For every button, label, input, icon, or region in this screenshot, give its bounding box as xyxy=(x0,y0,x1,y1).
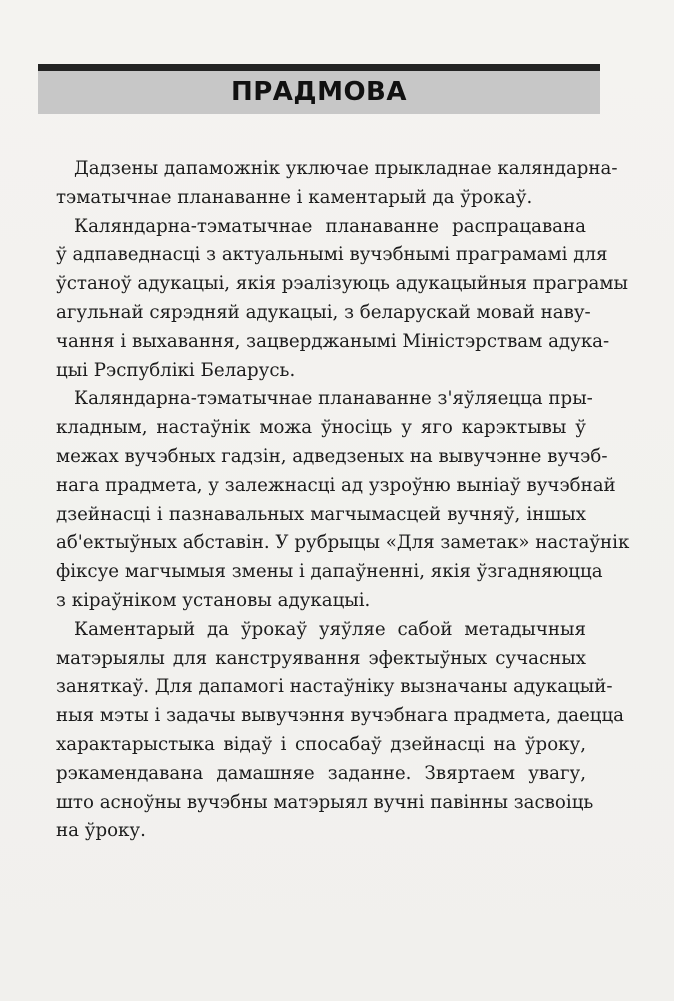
text-line: з кіраўніком установы адукацыі. xyxy=(56,589,371,611)
text-line: рэкамендавана дамашняе заданне. Звяртаем увагу, xyxy=(56,762,586,784)
paragraph-4 xyxy=(56,616,624,846)
paragraph-2 xyxy=(56,213,628,386)
text-line: нага прадмета, у залежнасці ад узроўню выніаў вучэбнай xyxy=(56,474,616,496)
text-line: кладным, настаўнік можа ўносіць у яго карэктывы ў xyxy=(56,417,586,439)
text-line: фіксуе магчымыя змены і дапаўненні, якія ўзгадняюцца xyxy=(56,561,603,583)
text-line: заняткаў. Для дапамогі настаўніку вызначаны адукацый- xyxy=(56,676,613,698)
text-line: матэрыялы для канструявання эфектыўных сучасных xyxy=(56,647,586,669)
text-line: чання і выхавання, зацверджанымі Міністэрствам адука- xyxy=(56,330,610,352)
paragraph-3 xyxy=(56,385,630,615)
title-banner xyxy=(38,64,600,114)
text-line: Каляндарна-тэматычнае планаванне з'яўляецца пры- xyxy=(74,388,593,410)
text-line: ўстаноў адукацыі, якія рэалізуюць адукацыйныя праграмы xyxy=(56,273,628,295)
text-line: агульнай сярэдняй адукацыі, з беларускай мовай наву- xyxy=(56,301,591,323)
text-line: Дадзены дапаможнік уключае прыкладнае каляндарна- xyxy=(74,158,618,179)
text-line: што асноўны вучэбны матэрыял вучні павінны засвоіць xyxy=(56,791,594,813)
text-line: дзейнасці і пазнавальных магчымасцей вучняў, іншых xyxy=(56,503,586,525)
text-line: тэматычнае планаванне і каментарый да ўрокаў. xyxy=(56,186,533,208)
body-text xyxy=(56,155,630,846)
text-line: Каментарый да ўрокаў уяўляе сабой метадычныя xyxy=(74,618,586,640)
text-line: характарыстыка відаў і спосабаў дзейнасці на ўроку, xyxy=(56,733,586,755)
text-line: межах вучэбных гадзін, адведзеных на вывучэнне вучэб- xyxy=(56,445,608,467)
text-line: аб'ектыўных абставін. У рубрыцы «Для заметак» настаўнік xyxy=(56,532,630,554)
text-line: на ўроку. xyxy=(56,820,146,842)
text-line: цыі Рэспублікі Беларусь. xyxy=(56,359,296,381)
page-title: ПРАДМОВА xyxy=(230,76,407,107)
text-line: ў адпаведнасці з актуальнымі вучэбнымі праграмамі для xyxy=(56,244,608,266)
text-line: Каляндарна-тэматычнае планаванне распрацавана xyxy=(74,215,586,237)
paragraph-1 xyxy=(56,155,618,213)
text-line: ныя мэты і задачы вывучэння вучэбнага прадмета, даецца xyxy=(56,705,624,727)
